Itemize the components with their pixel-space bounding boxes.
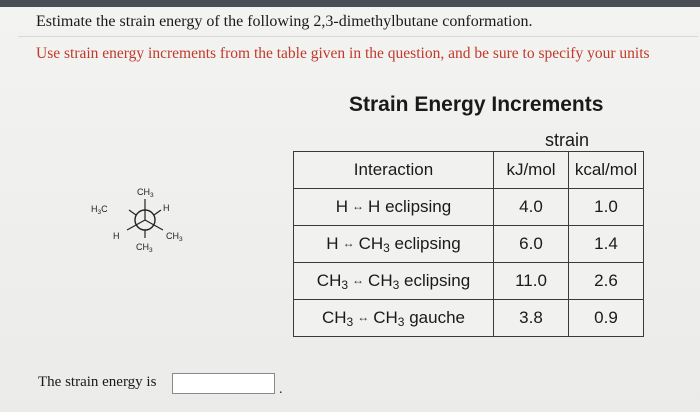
interaction-cell [294,300,494,337]
interaction-type: gauche [409,307,465,327]
header-interaction: Interaction [294,152,494,189]
double-arrow-icon: ↔ [352,199,365,213]
atom-a: H [326,233,339,253]
newman-label-back-left: H [113,231,120,241]
answer-period: . [279,382,283,397]
kj-cell: 6.0 [494,226,569,263]
atom-b: $CH_3$ [368,270,400,292]
double-arrow-icon: ↔ [342,235,355,250]
strain-group-header: strain [545,130,590,150]
double-arrow-icon: ↔ [352,272,365,287]
newman-label-back-bottom: $CH_3$ [136,242,153,254]
table-title: Strain Energy Increments [349,93,604,116]
interaction-type: eclipsing [385,197,452,216]
front-bond-right [145,220,163,230]
table-row [294,263,644,300]
back-bond-right [154,210,161,215]
interaction-cell [294,263,494,300]
kj-cell: 3.8 [494,300,569,337]
kcal-cell: 1.0 [569,189,644,226]
kcal-cell: 0.9 [569,300,644,337]
strain-table [293,151,644,337]
answer-label: The strain energy is [38,374,157,390]
newman-label-back-right: $CH_3$ [166,231,183,243]
atom-a: H [335,197,349,216]
newman-label-front-top: $CH_3$ [137,187,154,199]
question-prompt: Estimate the strain energy of the following 2,3-dimethylbutane conformation. [36,13,533,30]
newman-label-front-right: H [163,203,170,213]
header-kcal: kcal/mol [569,152,644,189]
kj-cell: 4.0 [494,189,569,226]
strain-energy-input[interactable] [172,373,275,394]
divider [18,36,698,37]
atom-a: $CH_3$ [321,307,354,329]
atom-b: $CH_3$ [373,307,405,329]
atom-b: H [368,197,381,216]
table-row [294,189,644,226]
front-bond-left [127,220,145,230]
double-arrow-icon: ↔ [357,309,370,324]
table-row [294,300,644,337]
header-kj: kJ/mol [494,152,569,189]
atom-b: $CH_3$ [358,233,390,255]
newman-projection [88,183,198,263]
atom-a: $CH_3$ [316,270,349,292]
kj-cell: 11.0 [494,263,569,300]
back-bond-left [129,210,136,215]
kcal-cell: 1.4 [569,226,644,263]
table-row [294,226,644,263]
kcal-cell: 2.6 [569,263,644,300]
question-instruction: Use strain energy increments from the table given in the question, and be sure to specify your units [36,45,650,62]
newman-label-front-left: $H_3C$ [91,204,108,216]
interaction-cell [294,226,494,263]
interaction-cell [294,189,494,226]
top-bar [0,0,700,7]
table-header-row [294,152,644,189]
interaction-type: eclipsing [394,233,461,253]
interaction-type: eclipsing [404,270,471,290]
